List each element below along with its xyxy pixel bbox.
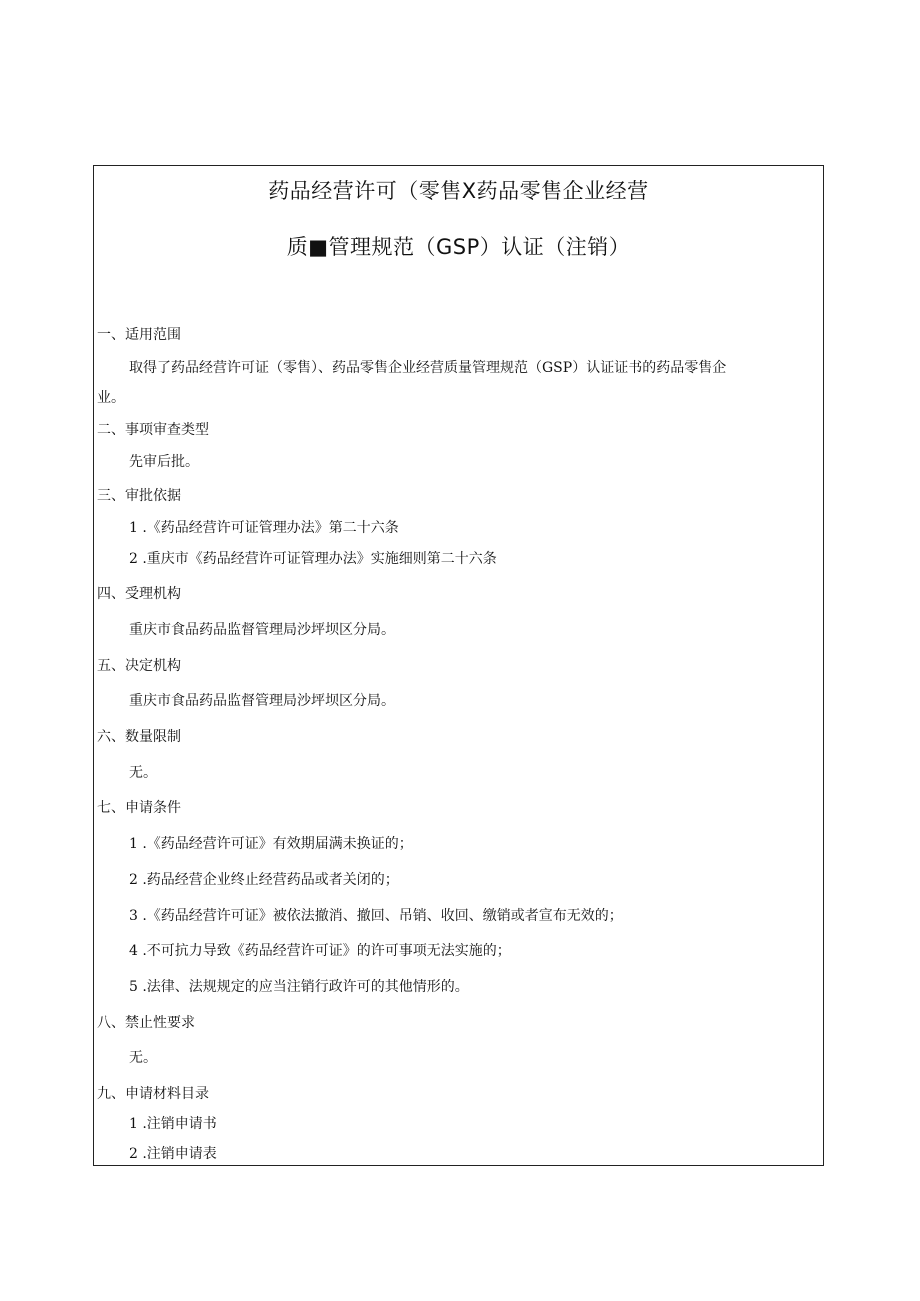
section-text-accepting-agency: 重庆市食品药品监督管理局沙坪坝区分局。 bbox=[129, 622, 395, 638]
section-text-prohibitions: 无。 bbox=[129, 1050, 157, 1066]
section-heading-review-type: 二、事项审查类型 bbox=[97, 422, 209, 438]
section-text-scope-continued: 业。 bbox=[97, 390, 125, 406]
section-heading-quantity-limit: 六、数量限制 bbox=[97, 729, 181, 745]
list-item-condition-5: 5 .法律、法规规定的应当注销行政许可的其他情形的。 bbox=[129, 979, 469, 995]
section-text-scope: 取得了药品经营许可证（零售）、药品零售企业经营质量管理规范（GSP）认证证书的药品零售企 bbox=[129, 360, 727, 376]
list-item-legal-basis-1: 1 .《药品经营许可证管理办法》第二十六条 bbox=[129, 520, 399, 536]
section-heading-legal-basis: 三、审批依据 bbox=[97, 488, 181, 504]
document-title-line-2: 质■管理规范（GSP）认证（注销） bbox=[286, 235, 631, 259]
section-text-review-type: 先审后批。 bbox=[129, 454, 199, 470]
section-heading-materials: 九、申请材料目录 bbox=[97, 1086, 209, 1102]
document-frame bbox=[93, 165, 824, 1166]
section-text-deciding-agency: 重庆市食品药品监督管理局沙坪坝区分局。 bbox=[129, 693, 395, 709]
list-item-material-2: 2 .注销申请表 bbox=[129, 1146, 217, 1162]
section-heading-prohibitions: 八、禁止性要求 bbox=[97, 1015, 195, 1031]
list-item-condition-4: 4 .不可抗力导致《药品经营许可证》的许可事项无法实施的； bbox=[129, 943, 511, 959]
document-title-line-1: 药品经营许可（零售X药品零售企业经营 bbox=[268, 179, 649, 203]
section-heading-scope: 一、适用范围 bbox=[97, 327, 181, 343]
section-heading-conditions: 七、申请条件 bbox=[97, 800, 181, 816]
section-heading-deciding-agency: 五、决定机构 bbox=[97, 658, 181, 674]
list-item-condition-3: 3 .《药品经营许可证》被依法撤消、撤回、吊销、收回、缴销或者宣布无效的； bbox=[129, 908, 623, 924]
list-item-material-1: 1 .注销申请书 bbox=[129, 1116, 217, 1132]
section-text-quantity-limit: 无。 bbox=[129, 765, 157, 781]
list-item-condition-1: 1 .《药品经营许可证》有效期届满未换证的； bbox=[129, 836, 413, 852]
list-item-legal-basis-2: 2 .重庆市《药品经营许可证管理办法》实施细则第二十六条 bbox=[129, 551, 497, 567]
section-heading-accepting-agency: 四、受理机构 bbox=[97, 586, 181, 602]
list-item-condition-2: 2 .药品经营企业终止经营药品或者关闭的； bbox=[129, 872, 399, 888]
